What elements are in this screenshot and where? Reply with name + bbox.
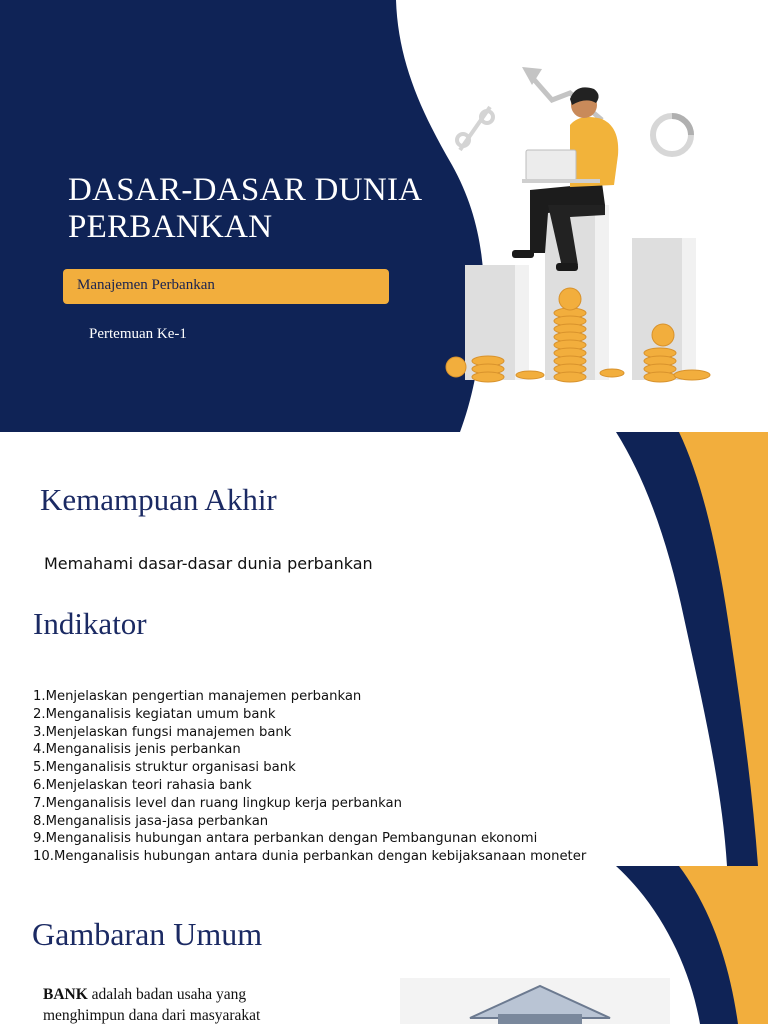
indicator-item: 6.Menjelaskan teori rahasia bank [33,777,252,793]
objectives-slide [0,432,768,866]
indicator-item: 3.Menjelaskan fungsi manajemen bank [33,724,292,740]
heading-kemampuan-akhir: Kemampuan Akhir [40,482,277,517]
indicator-list [33,688,586,866]
bank-definition-line2: menghimpun dana dari masyarakat [43,1007,261,1024]
indicator-item: 8.Menganalisis jasa-jasa perbankan [33,813,269,829]
percent-icon [457,107,493,150]
indicator-item: 10.Menganalisis hubungan antara dunia perbankan dengan kebijaksanaan moneter [33,849,587,865]
indicator-item: 1.Menjelaskan pengertian manajemen perbankan [33,689,362,704]
learning-goal-text: Memahami dasar-dasar dunia perbankan [44,554,373,573]
bank-term: BANK [43,986,88,1003]
meeting-label: Pertemuan Ke-1 [89,326,187,342]
bank-definition-line1: adalah badan usaha yang [87,986,247,1003]
title-slide [0,0,768,432]
bank-definition-text [43,984,343,1024]
indicator-item: 4.Menganalisis jenis perbankan [33,742,241,758]
presentation-title: DASAR-DASAR DUNIA PERBANKAN [68,172,421,245]
overview-slide [0,866,768,1024]
indicator-item: 9.Menganalisis hubungan antara perbankan dengan Pembangunan ekonomi [33,831,538,847]
progress-ring-icon [653,116,691,154]
heading-gambaran-umum: Gambaran Umum [32,916,263,952]
indicator-item: 5.Menganalisis struktur organisasi bank [33,760,296,776]
indicator-item: 7.Menganalisis level dan ruang lingkup kerja perbankan [33,795,402,811]
heading-indikator: Indikator [33,606,147,641]
bank-building-icon [400,978,670,1024]
subtitle-badge: Manajemen Perbankan [63,269,389,304]
banking-growth-illustration [430,55,730,395]
indicator-item: 2.Menganalisis kegiatan umum bank [33,706,276,722]
